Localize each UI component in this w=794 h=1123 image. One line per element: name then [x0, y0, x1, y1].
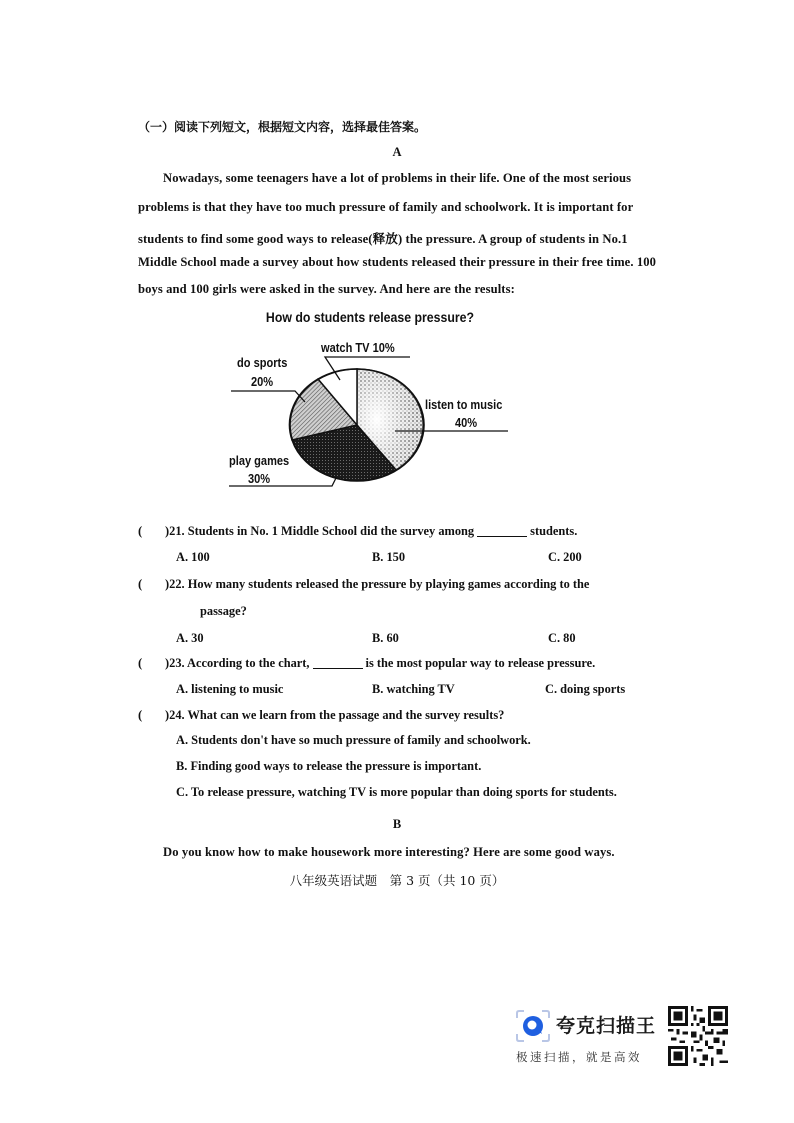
label-play-games: play games: [229, 453, 290, 468]
option-b[interactable]: B. 60: [372, 631, 399, 645]
question-23: [165, 656, 595, 671]
option-a[interactable]: A. 30: [176, 631, 204, 645]
chart-title: How do students release pressure?: [265, 309, 475, 325]
question-22-cont: passage?: [200, 604, 247, 618]
passage-line: students to find some good ways to release(释放) the pressure. A group of students in No.1: [138, 232, 628, 246]
passage-line: boys and 100 girls were asked in the survey. And here are the results:: [138, 282, 515, 296]
answer-blank: [313, 656, 363, 669]
label-do-sports-pct: 20%: [251, 374, 274, 389]
label-play-games-pct: 30%: [248, 471, 271, 486]
label-watch-tv: watch TV 10%: [321, 340, 395, 355]
passage-b-label: B: [392, 817, 402, 831]
answer-blank: [477, 524, 527, 537]
page-footer: 八年级英语试题 第 3 页（共 10 页）: [289, 873, 505, 888]
brand-name: 夸克扫描王: [556, 1015, 657, 1037]
option-b[interactable]: B. Finding good ways to release the pressure is important.: [176, 759, 482, 773]
qr-code-icon: [666, 1006, 730, 1066]
question-text-after: students.: [530, 524, 578, 538]
callout-do-sports: [231, 391, 305, 402]
label-music: listen to music: [425, 397, 503, 412]
option-b[interactable]: B. watching TV: [372, 682, 455, 696]
option-b[interactable]: B. 150: [372, 550, 406, 564]
callout-play-games: [229, 478, 336, 486]
passage-b-first-line: Do you know how to make housework more interesting? Here are some good ways.: [163, 845, 615, 859]
option-a[interactable]: A. listening to music: [176, 682, 284, 696]
label-do-sports: do sports: [237, 355, 288, 370]
option-c[interactable]: C. doing sports: [545, 682, 626, 696]
passage-line: problems is that they have too much pressure of family and schoolwork. It is important for: [138, 200, 634, 214]
question-22: )22. How many students released the pressure by playing games according to the: [165, 577, 590, 591]
pie-chart: [0, 0, 794, 520]
question-21: [165, 524, 577, 539]
answer-paren[interactable]: (: [138, 577, 143, 591]
option-a[interactable]: A. 100: [176, 550, 210, 564]
answer-paren[interactable]: (: [138, 524, 143, 538]
passage-line: Middle School made a survey about how students released their pressure in their free time. 100: [138, 255, 657, 269]
answer-paren[interactable]: (: [138, 656, 143, 670]
option-a[interactable]: A. Students don't have so much pressure of family and schoolwork.: [176, 733, 531, 747]
question-24: )24. What can we learn from the passage and the survey results?: [165, 708, 505, 722]
option-c[interactable]: C. 200: [548, 550, 582, 564]
option-c[interactable]: C. 80: [548, 631, 576, 645]
answer-paren[interactable]: (: [138, 708, 143, 722]
quark-logo-icon: [513, 1008, 553, 1044]
section-heading: （一）阅读下列短文，根据短文内容，选择最佳答案。: [138, 120, 427, 134]
option-c[interactable]: C. To release pressure, watching TV is more popular than doing sports for students.: [176, 785, 617, 799]
passage-a-label: A: [392, 145, 402, 159]
label-music-pct: 40%: [455, 415, 478, 430]
brand-tagline: 极速扫描，就是高效: [516, 1050, 642, 1064]
question-text: )21. Students in No. 1 Middle School did the survey among: [165, 524, 475, 538]
question-text-after: is the most popular way to release pressure.: [365, 656, 596, 670]
passage-line: Nowadays, some teenagers have a lot of problems in their life. One of the most serious: [163, 171, 632, 185]
question-text: )23. According to the chart,: [165, 656, 310, 670]
